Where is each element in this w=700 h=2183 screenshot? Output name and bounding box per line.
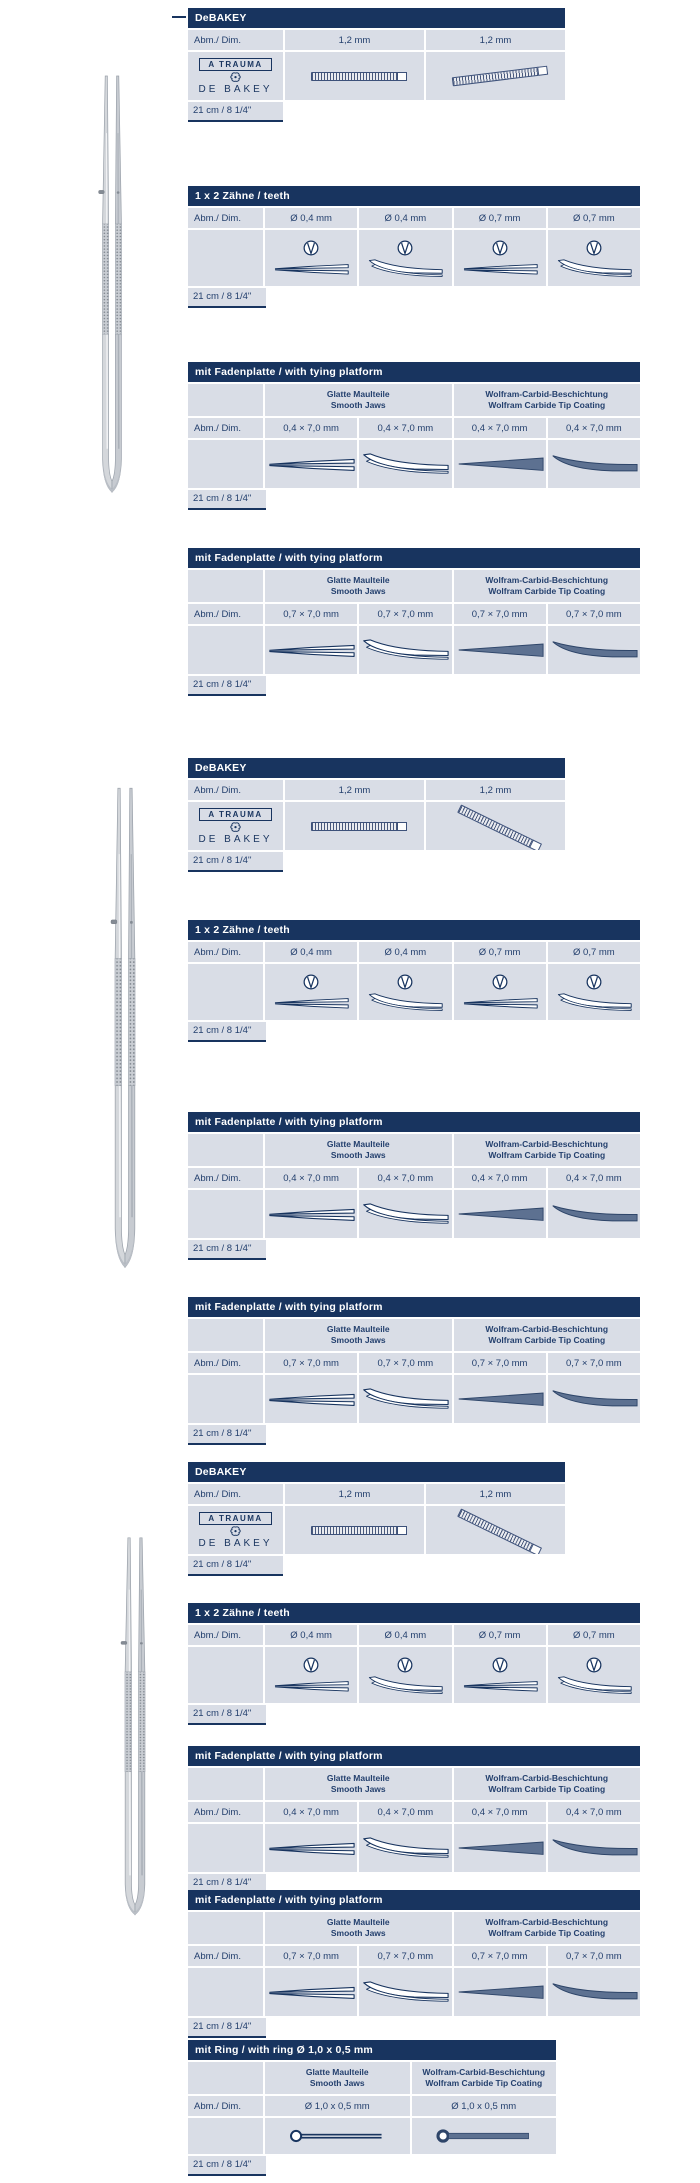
straight-jaw-tip-icon — [460, 993, 540, 1012]
tip-cell — [265, 626, 357, 674]
atrauma-ornament-icon — [229, 1526, 242, 1537]
straight-jaw-tip-icon — [265, 639, 357, 661]
empty-cell — [188, 626, 263, 674]
group-line: Wolfram-Carbid-Beschichtung — [485, 1916, 609, 1927]
jaw-photo-straight — [285, 802, 424, 850]
dim-value: 1,2 mm — [426, 30, 565, 50]
straight-jaw-tip-icon — [265, 1388, 357, 1410]
group-line: Glatte Maulteile — [326, 574, 390, 585]
group-line: Smooth Jaws — [330, 1335, 386, 1345]
teeth-table — [188, 920, 640, 1042]
dim-value: 0,4 × 7,0 mm — [454, 1802, 546, 1822]
group-line: Wolfram-Carbid-Beschichtung — [422, 2066, 546, 2077]
table-title: mit Fadenplatte / with tying platform — [188, 1112, 640, 1132]
group-line: Wolfram Carbide Tip Coating — [425, 2078, 543, 2088]
straight-jaw-tip-icon — [265, 453, 357, 475]
dim-value: Ø 0,7 mm — [454, 942, 546, 962]
length-label: 21 cm / 8 1/4" — [188, 2018, 266, 2038]
empty-cell — [188, 1375, 263, 1423]
curved-jaw-tip-icon — [365, 1676, 445, 1695]
curved-jaw-tip-icon — [359, 453, 451, 475]
tip-cell — [359, 1647, 451, 1703]
group-line: Smooth Jaws — [330, 586, 386, 596]
circled-v-1x2-teeth-icon — [491, 1656, 509, 1674]
tip-cell — [548, 230, 640, 286]
dim-label: Abm./ Dim. — [188, 780, 283, 800]
dim-value: Ø 0,7 mm — [454, 208, 546, 228]
dim-label: Abm./ Dim. — [188, 1946, 263, 1966]
group-header-carbide — [412, 2062, 557, 2094]
platform-table — [188, 362, 640, 510]
group-line: Wolfram Carbide Tip Coating — [488, 1335, 606, 1345]
group-line: Smooth Jaws — [309, 2078, 365, 2088]
atrauma-brand: DE BAKEY — [198, 1537, 273, 1549]
dim-value: Ø 0,4 mm — [265, 942, 357, 962]
empty-cell — [188, 384, 263, 416]
curved-jaw-tip-icon — [359, 1388, 451, 1410]
dim-label: Abm./ Dim. — [188, 418, 263, 438]
dim-value: 0,7 × 7,0 mm — [265, 1946, 357, 1966]
group-line: Glatte Maulteile — [326, 1772, 390, 1783]
dim-value: Ø 0,4 mm — [359, 1625, 451, 1645]
platform-table — [188, 548, 640, 696]
jaw-photo-angled — [426, 802, 565, 850]
dim-value: 0,4 × 7,0 mm — [359, 418, 451, 438]
tip-cell — [454, 440, 546, 488]
table-title: 1 x 2 Zähne / teeth — [188, 920, 640, 940]
dim-value: Ø 0,4 mm — [265, 208, 357, 228]
tip-cell — [548, 440, 640, 488]
straight-jaw-tip-icon — [460, 259, 540, 278]
curved-jaw-tip-icon — [365, 993, 445, 1012]
curved-jaw-tip-icon — [359, 639, 451, 661]
group-line: Wolfram Carbide Tip Coating — [488, 1928, 606, 1938]
dim-value: 0,4 × 7,0 mm — [548, 1802, 640, 1822]
instrument-photo — [112, 1536, 158, 1920]
empty-cell — [188, 1319, 263, 1351]
straight-carbide-tip-icon — [454, 1837, 546, 1859]
dim-value: 1,2 mm — [285, 1484, 424, 1504]
straight-jaw-tip-icon — [271, 993, 351, 1012]
dim-value: Ø 0,7 mm — [548, 942, 640, 962]
dim-value: 0,7 × 7,0 mm — [548, 604, 640, 624]
empty-cell — [188, 230, 263, 286]
tip-cell — [265, 2118, 410, 2154]
dim-label: Abm./ Dim. — [188, 30, 283, 50]
length-label: 21 cm / 8 1/4" — [188, 490, 266, 510]
debakey-table — [188, 1462, 565, 1576]
tip-cell — [359, 230, 451, 286]
tip-cell — [265, 1190, 357, 1238]
dim-value: Ø 0,4 mm — [265, 1625, 357, 1645]
dim-value: Ø 0,4 mm — [359, 208, 451, 228]
table-title: mit Fadenplatte / with tying platform — [188, 1890, 640, 1910]
circled-v-1x2-teeth-icon — [491, 239, 509, 257]
empty-cell — [188, 964, 263, 1020]
atrauma-box: A TRAUMA — [199, 808, 271, 821]
circled-v-1x2-teeth-icon — [302, 239, 320, 257]
group-header-carbide — [454, 1319, 641, 1351]
table-title: mit Fadenplatte / with tying platform — [188, 548, 640, 568]
table-title: mit Fadenplatte / with tying platform — [188, 362, 640, 382]
jaw-photo-angled — [426, 52, 565, 100]
group-line: Wolfram-Carbid-Beschichtung — [485, 1772, 609, 1783]
circled-v-1x2-teeth-icon — [585, 239, 603, 257]
tip-cell — [454, 626, 546, 674]
tip-cell — [548, 1824, 640, 1872]
group-header-carbide — [454, 384, 641, 416]
dim-value: 0,7 × 7,0 mm — [548, 1946, 640, 1966]
instrument-photo — [90, 74, 134, 498]
curved-carbide-tip-icon — [548, 1981, 640, 2003]
circled-v-1x2-teeth-icon — [396, 1656, 414, 1674]
table-title: 1 x 2 Zähne / teeth — [188, 1603, 640, 1623]
jaw-photo-straight — [285, 1506, 424, 1554]
dim-value: 0,4 × 7,0 mm — [265, 1802, 357, 1822]
tip-cell — [548, 1190, 640, 1238]
straight-jaw-tip-icon — [271, 1676, 351, 1695]
curved-carbide-tip-icon — [548, 1837, 640, 1859]
empty-cell — [188, 2118, 263, 2154]
table-title: mit Ring / with ring Ø 1,0 x 0,5 mm — [188, 2040, 556, 2060]
group-header-smooth — [265, 1134, 452, 1166]
length-label: 21 cm / 8 1/4" — [188, 1705, 266, 1725]
curved-jaw-tip-icon — [359, 1981, 451, 2003]
length-label: 21 cm / 8 1/4" — [188, 676, 266, 696]
tip-cell — [454, 1824, 546, 1872]
group-line: Wolfram-Carbid-Beschichtung — [485, 1323, 609, 1334]
tip-cell — [454, 964, 546, 1020]
group-line: Glatte Maulteile — [326, 1138, 390, 1149]
straight-carbide-tip-icon — [454, 1203, 546, 1225]
tip-cell — [359, 440, 451, 488]
dim-value: 0,4 × 7,0 mm — [359, 1168, 451, 1188]
platform-table — [188, 1746, 640, 1894]
dim-value: 0,7 × 7,0 mm — [454, 1946, 546, 1966]
length-label: 21 cm / 8 1/4" — [188, 288, 266, 308]
teeth-table — [188, 1603, 640, 1725]
atrauma-box: A TRAUMA — [199, 1512, 271, 1525]
atrauma-ornament-icon — [229, 822, 242, 833]
empty-cell — [188, 570, 263, 602]
atrauma-ornament-icon — [229, 72, 242, 83]
atrauma-logo — [188, 802, 283, 850]
empty-cell — [188, 440, 263, 488]
straight-jaw-tip-icon — [265, 1203, 357, 1225]
dim-value: 0,7 × 7,0 mm — [359, 604, 451, 624]
group-header-smooth — [265, 1912, 452, 1944]
straight-carbide-tip-icon — [454, 639, 546, 661]
dim-label: Abm./ Dim. — [188, 1625, 263, 1645]
group-header-smooth — [265, 1319, 452, 1351]
tip-cell — [265, 230, 357, 286]
group-line: Smooth Jaws — [330, 1150, 386, 1160]
dim-value: Ø 1,0 x 0,5 mm — [265, 2096, 410, 2116]
debakey-table — [188, 8, 565, 122]
group-header-smooth — [265, 2062, 410, 2094]
curved-jaw-tip-icon — [554, 259, 634, 278]
empty-cell — [188, 1134, 263, 1166]
tip-cell — [454, 1190, 546, 1238]
circled-v-1x2-teeth-icon — [396, 239, 414, 257]
length-label: 21 cm / 8 1/4'' — [188, 1425, 266, 1445]
dim-value: 0,7 × 7,0 mm — [454, 604, 546, 624]
group-line: Smooth Jaws — [330, 1928, 386, 1938]
tip-cell — [548, 626, 640, 674]
length-label: 21 cm / 8 1/4'' — [188, 1240, 266, 1260]
group-header-smooth — [265, 384, 452, 416]
platform-table — [188, 1112, 640, 1260]
curved-jaw-tip-icon — [554, 993, 634, 1012]
empty-cell — [188, 1768, 263, 1800]
tip-cell — [359, 1824, 451, 1872]
circled-v-1x2-teeth-icon — [585, 973, 603, 991]
debakey-table — [188, 758, 565, 872]
circled-v-1x2-teeth-icon — [302, 973, 320, 991]
straight-carbide-tip-icon — [454, 453, 546, 475]
curved-carbide-tip-icon — [548, 1203, 640, 1225]
group-header-smooth — [265, 1768, 452, 1800]
empty-cell — [188, 1190, 263, 1238]
tip-cell — [548, 1968, 640, 2016]
group-line: Smooth Jaws — [330, 400, 386, 410]
length-label: 21 cm / 8 1/4" — [188, 1556, 283, 1576]
dim-value: Ø 0,4 mm — [359, 942, 451, 962]
tip-cell — [454, 230, 546, 286]
empty-cell — [188, 2062, 263, 2094]
dim-value: 0,7 × 7,0 mm — [548, 1353, 640, 1373]
group-line: Glatte Maulteile — [326, 1323, 390, 1334]
empty-cell — [188, 1968, 263, 2016]
tip-cell — [359, 1190, 451, 1238]
dim-value: 1,2 mm — [426, 1484, 565, 1504]
tip-cell — [548, 964, 640, 1020]
empty-cell — [188, 1912, 263, 1944]
tip-cell — [265, 1647, 357, 1703]
dim-value: 0,4 × 7,0 mm — [548, 1168, 640, 1188]
ring-carbide-tip-icon — [432, 2126, 536, 2146]
tip-cell — [359, 1968, 451, 2016]
platform-table — [188, 1890, 640, 2038]
curved-carbide-tip-icon — [548, 1388, 640, 1410]
atrauma-logo — [188, 1506, 283, 1554]
dim-label: Abm./ Dim. — [188, 2096, 263, 2116]
circled-v-1x2-teeth-icon — [396, 973, 414, 991]
tip-cell — [548, 1647, 640, 1703]
tip-cell — [454, 1375, 546, 1423]
dim-value: 0,7 × 7,0 mm — [454, 1353, 546, 1373]
group-header-carbide — [454, 1768, 641, 1800]
curved-jaw-tip-icon — [359, 1837, 451, 1859]
circled-v-1x2-teeth-icon — [302, 1656, 320, 1674]
dim-value: 0,7 × 7,0 mm — [265, 604, 357, 624]
dim-label: Abm./ Dim. — [188, 1484, 283, 1504]
group-line: Glatte Maulteile — [305, 2066, 369, 2077]
group-header-smooth — [265, 570, 452, 602]
length-label: 21 cm / 8 1/4" — [188, 2156, 266, 2176]
group-line: Wolfram Carbide Tip Coating — [488, 400, 606, 410]
curved-jaw-tip-icon — [365, 259, 445, 278]
dim-label: Abm./ Dim. — [188, 1168, 263, 1188]
length-label: 21 cm / 8 1/4" — [188, 1874, 266, 1894]
tip-cell — [265, 1824, 357, 1872]
tip-cell — [265, 440, 357, 488]
tip-cell — [412, 2118, 557, 2154]
dim-value: Ø 0,7 mm — [454, 1625, 546, 1645]
group-line: Wolfram Carbide Tip Coating — [488, 1150, 606, 1160]
jaw-photo-angled — [426, 1506, 565, 1554]
dim-value: 1,2 mm — [426, 780, 565, 800]
dim-value: 0,4 × 7,0 mm — [359, 1802, 451, 1822]
length-label: 21 cm / 8 1/4'' — [188, 852, 283, 872]
curved-jaw-tip-icon — [554, 1676, 634, 1695]
dim-label: Abm./ Dim. — [188, 1353, 263, 1373]
straight-carbide-tip-icon — [454, 1388, 546, 1410]
teeth-table — [188, 186, 640, 308]
group-header-carbide — [454, 570, 641, 602]
straight-jaw-tip-icon — [460, 1676, 540, 1695]
length-label: 21 cm / 8 1/4" — [188, 102, 283, 122]
straight-jaw-tip-icon — [265, 1981, 357, 2003]
crop-mark — [172, 16, 186, 18]
dim-value: 0,4 × 7,0 mm — [454, 1168, 546, 1188]
empty-cell — [188, 1824, 263, 1872]
instrument-photo — [102, 786, 148, 1274]
atrauma-brand: DE BAKEY — [198, 83, 273, 95]
dim-value: 1,2 mm — [285, 30, 424, 50]
tip-cell — [454, 1647, 546, 1703]
dim-value: Ø 1,0 x 0,5 mm — [412, 2096, 557, 2116]
atrauma-brand: DE BAKEY — [198, 833, 273, 845]
circled-v-1x2-teeth-icon — [491, 973, 509, 991]
table-title: DeBAKEY — [188, 8, 565, 28]
table-title: DeBAKEY — [188, 1462, 565, 1482]
group-header-carbide — [454, 1912, 641, 1944]
table-title: DeBAKEY — [188, 758, 565, 778]
curved-carbide-tip-icon — [548, 639, 640, 661]
empty-cell — [188, 1647, 263, 1703]
dim-value: 0,7 × 7,0 mm — [359, 1353, 451, 1373]
group-line: Wolfram-Carbid-Beschichtung — [485, 388, 609, 399]
circled-v-1x2-teeth-icon — [585, 1656, 603, 1674]
tip-cell — [454, 1968, 546, 2016]
tip-cell — [548, 1375, 640, 1423]
tip-cell — [359, 1375, 451, 1423]
group-line: Glatte Maulteile — [326, 1916, 390, 1927]
curved-jaw-tip-icon — [359, 1203, 451, 1225]
length-label: 21 cm / 8 1/4'' — [188, 1022, 266, 1042]
tip-cell — [359, 626, 451, 674]
dim-value: 0,4 × 7,0 mm — [454, 418, 546, 438]
jaw-photo-straight — [285, 52, 424, 100]
dim-value: 0,4 × 7,0 mm — [265, 418, 357, 438]
group-line: Glatte Maulteile — [326, 388, 390, 399]
tip-cell — [265, 1968, 357, 2016]
platform-table — [188, 1297, 640, 1445]
dim-value: Ø 0,7 mm — [548, 208, 640, 228]
group-line: Wolfram-Carbid-Beschichtung — [485, 1138, 609, 1149]
table-title: 1 x 2 Zähne / teeth — [188, 186, 640, 206]
group-line: Smooth Jaws — [330, 1784, 386, 1794]
ring-table — [188, 2040, 556, 2176]
ring-tip-icon — [285, 2126, 389, 2146]
atrauma-logo — [188, 52, 283, 100]
dim-value: 0,4 × 7,0 mm — [548, 418, 640, 438]
dim-value: 0,4 × 7,0 mm — [265, 1168, 357, 1188]
dim-label: Abm./ Dim. — [188, 942, 263, 962]
group-header-carbide — [454, 1134, 641, 1166]
curved-carbide-tip-icon — [548, 453, 640, 475]
dim-label: Abm./ Dim. — [188, 604, 263, 624]
dim-value: Ø 0,7 mm — [548, 1625, 640, 1645]
atrauma-box: A TRAUMA — [199, 58, 271, 71]
group-line: Wolfram-Carbid-Beschichtung — [485, 574, 609, 585]
dim-value: 0,7 × 7,0 mm — [265, 1353, 357, 1373]
table-title: mit Fadenplatte / with tying platform — [188, 1297, 640, 1317]
straight-jaw-tip-icon — [265, 1837, 357, 1859]
tip-cell — [265, 1375, 357, 1423]
straight-carbide-tip-icon — [454, 1981, 546, 2003]
dim-value: 1,2 mm — [285, 780, 424, 800]
group-line: Wolfram Carbide Tip Coating — [488, 586, 606, 596]
dim-value: 0,7 × 7,0 mm — [359, 1946, 451, 1966]
table-title: mit Fadenplatte / with tying platform — [188, 1746, 640, 1766]
tip-cell — [265, 964, 357, 1020]
dim-label: Abm./ Dim. — [188, 1802, 263, 1822]
tip-cell — [359, 964, 451, 1020]
dim-label: Abm./ Dim. — [188, 208, 263, 228]
straight-jaw-tip-icon — [271, 259, 351, 278]
group-line: Wolfram Carbide Tip Coating — [488, 1784, 606, 1794]
